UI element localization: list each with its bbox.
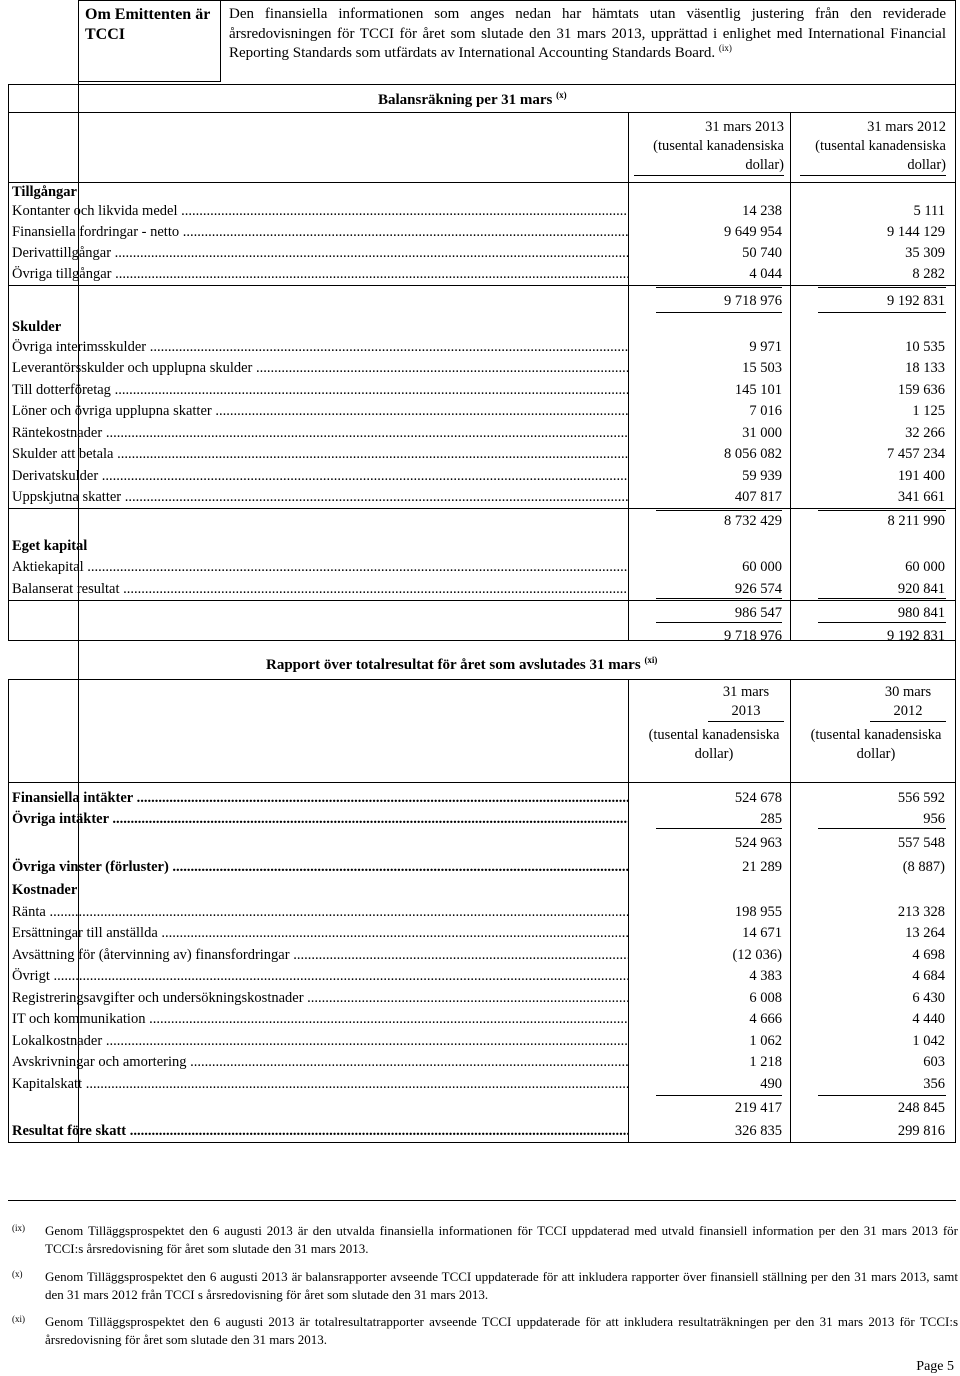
table-row xyxy=(12,1120,950,1141)
row-value-2012: 9 144 129 xyxy=(887,224,945,240)
row-label: Räntekostnader ..... xyxy=(12,424,629,442)
subtotal-underline xyxy=(656,287,782,288)
balance-col2-header xyxy=(800,118,946,176)
subtotal-underline xyxy=(818,1095,946,1096)
table-row xyxy=(12,922,950,943)
row-value-2012: 60 000 xyxy=(905,559,945,575)
row-label: Aktiekapital ..... xyxy=(12,558,629,576)
row-label: Finansiella fordringar - netto ..... xyxy=(12,223,629,241)
table-row xyxy=(12,336,950,357)
table-row xyxy=(12,357,950,378)
row-value-2013: 31 000 xyxy=(742,425,782,441)
grand-total-2013: 9 718 976 xyxy=(724,628,782,644)
intro-text: Den finansiella informationen som anges nedan har hämtats utan väsentlig justering från den reviderade årsredovisningen för TCCI för året som slutade den 31 mars 2013, upprättad i enlighet med International Financial Reporting Standards som utfärdats av International Accounting Standards Board. xyxy=(229,6,946,61)
income-title-mark: (xi) xyxy=(644,655,658,665)
row-value-2012: 159 636 xyxy=(897,382,945,398)
row-value-2012: 32 266 xyxy=(905,425,945,441)
row-label: Ersättningar till anställda ..... xyxy=(12,924,629,942)
intro-paragraph xyxy=(229,5,946,64)
subtotal-underline xyxy=(656,1095,782,1096)
income-subtotal-row xyxy=(12,832,950,853)
footnote-mark: (ix) xyxy=(12,1223,25,1233)
row-value-2013: 145 101 xyxy=(734,382,782,398)
row-label: Registreringsavgifter och undersökningskostnader ..... xyxy=(12,989,629,1007)
row-value-2012: 18 133 xyxy=(905,360,945,376)
assets-total-2013: 9 718 976 xyxy=(724,293,782,309)
row-label: Övriga interimsskulder ..... xyxy=(12,338,629,356)
footnote-text: Genom Tilläggsprospektet den 6 augusti 2013 är totalresultatrapporter avseende TCCI uppdaterade för att inkludera resultaträkningen per den 31 mars 2013 för TCCI:s årsredovisning för året som slutade den 31 mars 2013. xyxy=(45,1314,958,1347)
row-rule xyxy=(8,600,956,601)
table-row xyxy=(12,787,950,808)
row-value-2013: 14 238 xyxy=(742,203,782,219)
row-value-2013: 285 xyxy=(760,811,782,827)
row-label: Avsättning för (återvinning av) finansfordringar ..... xyxy=(12,946,629,964)
row-label: Avskrivningar och amortering ..... xyxy=(12,1053,629,1071)
table-row xyxy=(12,556,950,577)
row-rule xyxy=(8,508,956,509)
row-value-2012: 956 xyxy=(923,811,945,827)
row-rule xyxy=(8,285,956,286)
row-value-2012: 556 592 xyxy=(897,790,945,806)
row-value-2013: 6 008 xyxy=(749,990,782,1006)
table-row xyxy=(12,578,950,599)
income-title-text: Rapport över totalresultat för året som avslutades 31 mars xyxy=(266,657,641,673)
row-value-2013: 9 971 xyxy=(749,339,782,355)
row-value-2012: 4 440 xyxy=(912,1011,945,1027)
subtotal-underline xyxy=(656,622,782,623)
table-row xyxy=(12,486,950,507)
table-row xyxy=(12,808,950,829)
income-subtotal-2013: 524 963 xyxy=(734,835,782,851)
balance-col2-date: 31 mars 2012 xyxy=(867,119,946,135)
row-value-2012: 8 282 xyxy=(912,266,945,282)
row-label: Övriga tillgångar ..... xyxy=(12,265,629,283)
row-value-2013: 60 000 xyxy=(742,559,782,575)
row-value-2013: 1 062 xyxy=(749,1033,782,1049)
row-label: Balanserat resultat ..... xyxy=(12,580,629,598)
liabilities-heading: Skulder xyxy=(12,319,62,335)
table-row xyxy=(12,944,950,965)
row-value-2013: 59 939 xyxy=(742,468,782,484)
equity-heading: Eget kapital xyxy=(12,538,88,554)
balance-col2-unit: (tusental kanadensiska dollar) xyxy=(800,137,946,176)
row-value-2013: 4 666 xyxy=(749,1011,782,1027)
row-label: Derivattillgångar ..... xyxy=(12,244,629,262)
table-row xyxy=(12,465,950,486)
income-header-rule xyxy=(8,782,956,783)
income-statement-title xyxy=(266,656,657,675)
row-label: Leverantörsskulder och upplupna skulder ..... xyxy=(12,359,629,377)
table-row xyxy=(12,1008,950,1029)
row-label: Finansiella intäkter ..... xyxy=(12,789,629,807)
row-label: Skulder att betala ..... xyxy=(12,445,629,463)
row-value-2013: 1 218 xyxy=(749,1054,782,1070)
row-label: Kapitalskatt ..... xyxy=(12,1075,629,1093)
row-value-2012: 6 430 xyxy=(912,990,945,1006)
footnote xyxy=(8,1222,958,1257)
grand-total-2012: 9 192 831 xyxy=(887,628,945,644)
section-heading-issuer: Om Emittenten är TCCI xyxy=(85,6,211,43)
table-row xyxy=(12,856,950,877)
equity-total-2013: 986 547 xyxy=(734,605,782,621)
row-value-2012: 10 535 xyxy=(905,339,945,355)
table-row xyxy=(12,901,950,922)
costs-heading: Kostnader xyxy=(12,882,78,898)
row-value-2012: 5 111 xyxy=(913,203,945,219)
balance-title-text: Balansräkning per 31 mars xyxy=(378,92,553,108)
footnote-separator xyxy=(8,1200,956,1201)
row-value-2013: 926 574 xyxy=(734,581,782,597)
row-value-2013: 407 817 xyxy=(734,489,782,505)
liabilities-total-2012: 8 211 990 xyxy=(887,513,945,529)
row-label: Derivatskulder ..... xyxy=(12,467,629,485)
row-value-2013: 4 383 xyxy=(749,968,782,984)
subtotal-underline xyxy=(818,598,946,599)
row-value-2012: 1 125 xyxy=(912,403,945,419)
table-row xyxy=(12,987,950,1008)
footnote-text: Genom Tilläggsprospektet den 6 augusti 2013 är den utvalda finansiella informationen för TCCI uppdaterad med utvald finansiell information per den 31 mars 2013 för TCCI:s årsredovisning för året som slutade den 31 mars 2013. xyxy=(45,1223,958,1256)
subtotal-underline xyxy=(656,598,782,599)
row-value-2013: 198 955 xyxy=(734,904,782,920)
row-label: Uppskjutna skatter ..... xyxy=(12,488,629,506)
row-label: Övriga intäkter ..... xyxy=(12,810,629,828)
row-value-2013: (12 036) xyxy=(732,947,782,963)
row-value-2012: 4 698 xyxy=(912,947,945,963)
grand-total-row xyxy=(12,625,950,646)
balance-title-rule xyxy=(8,112,956,113)
row-value-2013: 8 056 082 xyxy=(724,446,782,462)
row-value-2013: 21 289 xyxy=(742,859,782,875)
footnote-text: Genom Tilläggsprospektet den 6 augusti 2013 är balansrapporter avseende TCCI uppdaterade för att inkludera rapporter över finansiell ställning per den 31 mars 2013, samt den 31 mars 2012 från TCCI s årsredovisning för året som slutade den 31 mars 2013. xyxy=(45,1269,958,1302)
footnote xyxy=(8,1313,958,1348)
equity-total-2012: 980 841 xyxy=(897,605,945,621)
row-value-2012: 341 661 xyxy=(897,489,945,505)
table-row xyxy=(12,221,950,242)
table-row xyxy=(12,379,950,400)
row-value-2013: 14 671 xyxy=(742,925,782,941)
income-col1-date: 31 mars 2013 xyxy=(708,683,784,722)
footnote-mark: (x) xyxy=(12,1269,23,1279)
row-value-2012: 920 841 xyxy=(897,581,945,597)
income-subtotal-2012: 557 548 xyxy=(897,835,945,851)
costs-total-2012: 248 845 xyxy=(897,1100,945,1116)
row-value-2012: 7 457 234 xyxy=(887,446,945,462)
table-row xyxy=(12,1030,950,1051)
balance-col1-unit: (tusental kanadensiska dollar) xyxy=(634,137,784,176)
row-value-2013: 490 xyxy=(760,1076,782,1092)
row-label: Övriga vinster (förluster) ..... xyxy=(12,858,629,876)
subtotal-underline xyxy=(818,828,946,829)
row-value-2012: 13 264 xyxy=(905,925,945,941)
row-label: Lokalkostnader ..... xyxy=(12,1032,629,1050)
subtotal-underline xyxy=(818,622,946,623)
table-row xyxy=(12,1073,950,1094)
row-value-2013: 50 740 xyxy=(742,245,782,261)
footnote-mark: (xi) xyxy=(12,1314,25,1324)
row-label: IT och kommunikation ..... xyxy=(12,1010,629,1028)
table-row xyxy=(12,422,950,443)
row-value-2012: 1 042 xyxy=(912,1033,945,1049)
income-col1-unit: (tusental kanadensiska dollar) xyxy=(648,726,780,762)
row-value-2012: 356 xyxy=(923,1076,945,1092)
assets-heading: Tillgångar xyxy=(12,184,77,200)
costs-total-2013: 219 417 xyxy=(734,1100,782,1116)
liabilities-total-2013: 8 732 429 xyxy=(724,513,782,529)
table-row xyxy=(12,200,950,221)
costs-total-row xyxy=(12,1097,950,1118)
row-value-2012: 4 684 xyxy=(912,968,945,984)
total-underline xyxy=(818,312,946,313)
row-label: Till dotterföretag ..... xyxy=(12,381,629,399)
assets-total-row xyxy=(12,290,950,311)
subtotal-underline xyxy=(818,287,946,288)
table-row xyxy=(12,400,950,421)
balance-header-rule xyxy=(8,182,956,183)
row-value-2012: (8 887) xyxy=(902,859,945,875)
table-row xyxy=(12,263,950,284)
page-number: Page 5 xyxy=(916,1359,954,1374)
row-label: Löner och övriga upplupna skatter ..... xyxy=(12,402,629,420)
footnote xyxy=(8,1268,958,1303)
intro-footnote-mark: (ix) xyxy=(718,43,732,53)
balance-col1-date: 31 mars 2013 xyxy=(705,119,784,135)
row-value-2012: 191 400 xyxy=(897,468,945,484)
row-value-2012: 299 816 xyxy=(897,1123,945,1139)
liabilities-total-row xyxy=(12,510,950,531)
equity-total-row xyxy=(12,602,950,623)
row-value-2012: 35 309 xyxy=(905,245,945,261)
balance-sheet-title xyxy=(378,91,567,110)
row-label: Resultat före skatt ..... xyxy=(12,1122,629,1140)
subtotal-underline xyxy=(656,828,782,829)
total-underline xyxy=(656,312,782,313)
income-col2-header xyxy=(800,683,946,763)
table-row xyxy=(12,443,950,464)
row-value-2013: 326 835 xyxy=(734,1123,782,1139)
balance-title-mark: (x) xyxy=(556,90,567,100)
row-value-2013: 7 016 xyxy=(749,403,782,419)
row-value-2012: 603 xyxy=(923,1054,945,1070)
row-value-2013: 9 649 954 xyxy=(724,224,782,240)
row-label: Övrigt ..... xyxy=(12,967,629,985)
income-col1-header xyxy=(634,683,784,763)
assets-total-2012: 9 192 831 xyxy=(887,293,945,309)
table-row xyxy=(12,965,950,986)
row-value-2013: 4 044 xyxy=(749,266,782,282)
income-col2-date: 30 mars 2012 xyxy=(870,683,946,722)
row-value-2013: 524 678 xyxy=(734,790,782,806)
row-value-2013: 15 503 xyxy=(742,360,782,376)
row-label: Kontanter och likvida medel ..... xyxy=(12,202,629,220)
income-col2-unit: (tusental kanadensiska dollar) xyxy=(810,726,942,762)
table-row xyxy=(12,242,950,263)
balance-col1-header xyxy=(634,118,784,176)
row-label: Ränta ..... xyxy=(12,903,629,921)
row-value-2012: 213 328 xyxy=(897,904,945,920)
table-row xyxy=(12,1051,950,1072)
